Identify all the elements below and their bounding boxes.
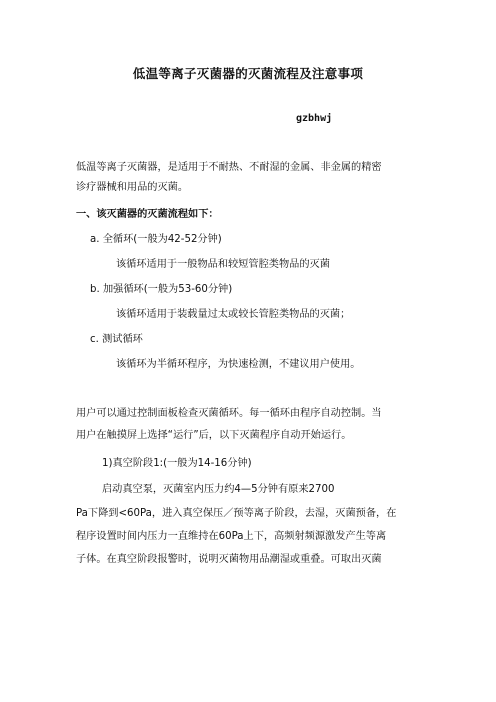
paragraph-2-line-1: 用户可以通过控制面板检查灭菌循环。每一循环由程序自动控制。当 [76,408,382,419]
intro-line-1: 低温等离子灭菌器，是适用于不耐热、不耐湿的金属、非金属的精密 [76,162,382,173]
author-name: gzbhwj [296,113,333,124]
item-b-description: 该循环适用于装载量过太或较长管腔类物品的灭菌； [116,309,351,320]
stage-1-line-4: 子体。在真空阶段报警时，说明灭菌物用品潮湿或重叠。可取出灭菌 [76,554,382,565]
item-b-title: b. 加强循环(一般为53-60分钟) [90,284,233,295]
stage-1-title: 1)真空阶段1:(一般为14-16分钟) [102,458,252,469]
paragraph-2-line-2: 用户在触摸屏上选择“运行”后，以下灭菌程序自动开始运行。 [76,430,352,441]
document-title: 低温等离子灭菌器的灭菌流程及注意事项 [132,66,364,81]
stage-1-line-1: 启动真空泵，灭菌室内压力约4—5分钟有原来2700 [102,484,335,495]
intro-line-2: 诊疗器械和用品的灭菌。 [76,182,189,193]
item-c-title: c. 测试循环 [90,334,143,345]
item-a-description: 该循环适用于一般物品和较短管腔类物品的灭菌 [116,259,330,270]
item-c-description: 该循环为半循环程序，为快速检测，不建议用户使用。 [116,359,361,370]
stage-1-line-2: Pa下降到<60Pa，进入真空保压／预等离子阶段，去湿，灭菌预备，在 [76,508,397,519]
item-a-title: a. 全循环(一般为42-52分钟) [90,234,222,245]
section-heading: 一、该灭菌器的灭菌流程如下： [76,209,219,220]
stage-1-line-3: 程序设置时间内压力一直维持在60Pa上下，高频射频源激发产生等离 [76,531,387,542]
